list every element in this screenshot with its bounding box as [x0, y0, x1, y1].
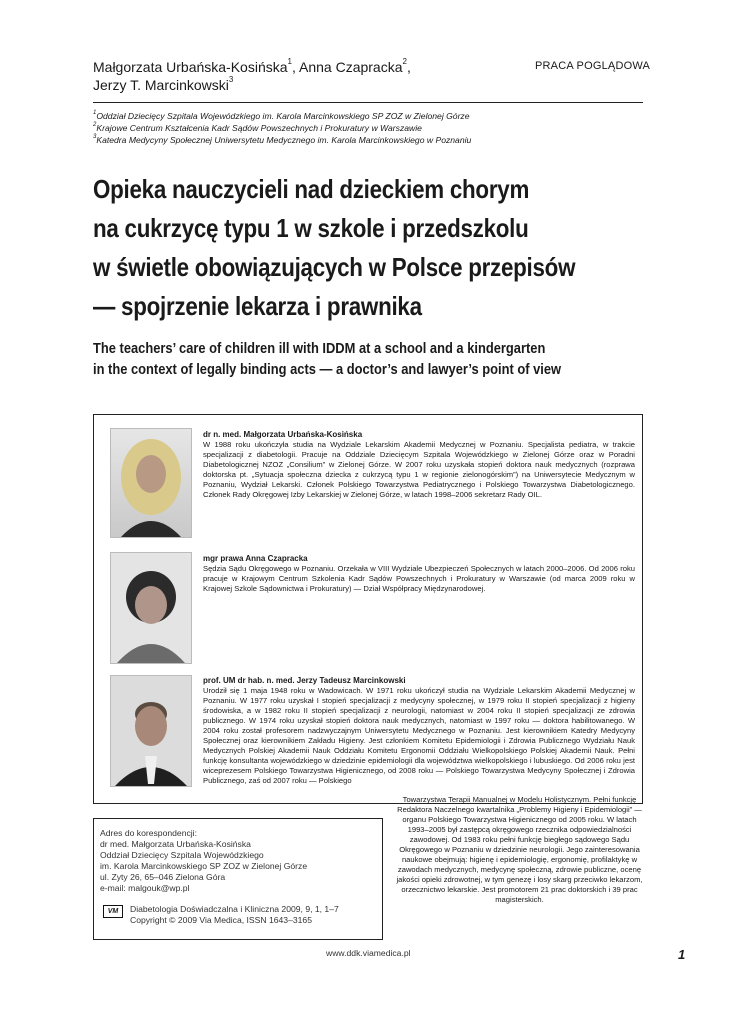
- author-separator: ,: [406, 59, 411, 75]
- author-3-affil: 3: [228, 75, 234, 84]
- author-2: , Anna Czapracka: [291, 59, 403, 75]
- author-1: Małgorzata Urbańska-Kosińska: [93, 59, 288, 75]
- journal-copyright: Copyright © 2009 Via Medica, ISSN 1643–3165: [130, 914, 312, 925]
- journal-citation: Diabetologia Doświadczalna i Kliniczna 2009, 9, 1, 1–7: [130, 904, 339, 914]
- portrait-icon: [111, 553, 191, 663]
- author-1-photo: [110, 428, 192, 538]
- bio-3: [203, 676, 635, 786]
- bio-1-name: dr n. med. Małgorzata Urbańska-Kosińska: [203, 430, 363, 439]
- via-medica-logo: VM: [103, 905, 123, 918]
- bio-3-continuation: Towarzystwa Terapii Manualnej w Modelu Holistycznym. Pełni funkcję Redaktora Naczelnego kwartalnika „Problemy Higieny i Epidemiologii” — organu Polskiego Towarzystwa Higienicznego od 2005 roku. W latach 1993–2005 był zastępcą okręgowego rzecznika odpowiedzialności zawodowej. Od 1983 roku pełni funkcję biegłego sądowego Sądu Okręgowego w Poznaniu w dziedzinie neurologii. Jego zainteresowania naukowe obejmują: higienę i epidemiologię, ergonomię, profilaktykę w zawodach medycznych, medycynę społeczną, zdrowie publiczne, ocenę jakości opieki zdrowotnej, w tym genezę i losy skarg przeciwko lekarzom, orzecznictwo lekarskie. Jest promotorem 21 prac doktorskich i 39 prac magisterskich.: [396, 795, 643, 904]
- bio-2-text: Sędzia Sądu Okręgowego w Poznaniu. Orzekała w VIII Wydziale Ubezpieczeń Społecznych w latach 2000–2006. Od 2006 roku pracuje w Krajowym Centrum Szkolenia Kadr Sądów Powszechnych i Prokuratury w Warszawie (od marca 2009 roku w Krajowej Szkole Sądownictwa i Prokuratury) — Dział Współpracy Międzynarodowej.: [203, 564, 635, 593]
- author-list: [93, 58, 473, 94]
- header-divider: [93, 102, 643, 103]
- title-english: The teachers’ care of children ill with IDDM at a school and a kindergarten in the context of legally binding acts — a doctor’s and lawyer’s point of view: [93, 340, 562, 378]
- correspondence-email[interactable]: e-mail: malgouk@wp.pl: [100, 883, 190, 893]
- article-type: PRACA POGLĄDOWA: [535, 60, 651, 72]
- bio-1-text: W 1988 roku ukończyła studia na Wydziale Lekarskim Akademii Medycznej w Poznaniu. Specjalista pediatra, w trakcie specjalizacji z diabetologii. Pracuje na Oddziale Dziecięcym Szpitala Wojewódzkiego w Zielonej Górze oraz w Poradni Diabetologicznej NZOZ „Consilium” w Zielonej Górze. W 2007 roku uzyskała stopień doktora nauk medycznych (rozprawa doktorska pt. „Sytuacja społeczna dziecka z cukrzycą typu 1 w regionie zielonogórskim”) na Uniwersytecie Medycznym w Poznaniu, Wydział Lekarski. Członek Polskiego Towarzystwa Pediatrycznego i Polskiego Towarzystwa Diabetologicznego. Członek Rady Okręgowej Izby Lekarskiej w Zielonej Górze, w latach 1998–2006 sekretarz Rady OIL.: [203, 440, 635, 499]
- affiliation-3: $^3$Katedra Medycyny Społecznej Uniwersytetu Medycznego im. Karola Marcinkowskiego w Poznaniu: [93, 134, 472, 145]
- bio-3-name: prof. UM dr hab. n. med. Jerzy Tadeusz Marcinkowski: [203, 676, 406, 685]
- affiliation-1: $^1$Oddział Dziecięcy Szpitala Wojewódzkiego im. Karola Marcinkowskiego SP ZOZ w Zielonej Górze: [93, 110, 470, 121]
- title-polish: Opieka nauczycieli nad dzieckiem chorym na cukrzycę typu 1 w szkole i przedszkolu w świetle obowiązujących w Polsce przepisów — spojrzenie lekarza i prawnika: [93, 174, 576, 321]
- portrait-icon: [111, 676, 191, 786]
- correspondence-address: Adres do korespondencji: dr med. Małgorzata Urbańska-Kosińska Oddział Dziecięcy Szpitala Wojewódzkiego im. Karola Marcinkowskiego SP ZOZ w Zielonej Górze ul. Zyty 26, 65–046 Zielona Góra e-mail: malgouk@wp.pl: [100, 828, 380, 894]
- footer-url[interactable]: www.ddk.viamedica.pl: [326, 948, 411, 958]
- bio-2-name: mgr prawa Anna Czapracka: [203, 554, 308, 563]
- page-number: 1: [678, 947, 686, 962]
- author-3: Jerzy T. Marcinkowski: [93, 77, 229, 93]
- affiliations: [93, 110, 653, 146]
- bio-2: [203, 554, 635, 594]
- bio-1: [203, 430, 635, 500]
- bio-3-text: Urodził się 1 maja 1948 roku w Wadowicach. W 1971 roku ukończył studia na Wydziale Lekarskim Akademii Medycznej w Poznaniu. W 1977 roku uzyskał I stopień specjalizacji z medycyny społecznej, w 1979 roku II stopień specjalizacji z higieny środowiska, a w 1982 roku II stopień specjalizacji z neurologii, natomiast w 2004 roku II stopień specjalizacji ze zdrowia publicznego. W 1974 roku uzyskał stopień doktora nauk medycznych, natomiast w 1997 roku — doktora habilitowanego. W 2004 roku został profesorem nadzwyczajnym Uniwersytetu Medycznego w Poznaniu. Jest kierownikiem Katedry Medycyny Społecznej oraz kierownikiem Zakładu Higieny. Jest członkiem Komitetu Epidemiologii i Zdrowia Publicznego Wydziału Nauk Medycznych Polskiej Akademii Nauk Oddziału Komitetu Ergonomii Oddziału Wielkopolskiego Polskiej Akademii Nauk. Pełni funkcję konsultanta wojewódzkiego w dziedzinie epidemiologii dla województwa wielkopolskiego i lubuskiego. Od 2006 roku jest wiceprezesem Polskiego Towarzystwa Higienicznego, od 2008 roku — Polskiego Towarzystwa Medycyny Społecznej i Zdrowia Publicznego, zaś od 2007 roku — Polskiego: [203, 686, 635, 785]
- portrait-icon: [111, 429, 191, 537]
- author-1-affil: 1: [287, 57, 292, 66]
- author-2-photo: [110, 552, 192, 664]
- author-3-photo: [110, 675, 192, 787]
- affiliation-2: $^2$Krajowe Centrum Kształcenia Kadr Sądów Powszechnych i Prokuratury w Warszawie: [93, 122, 422, 133]
- author-2-affil: 2: [402, 57, 407, 66]
- journal-info: [130, 904, 380, 925]
